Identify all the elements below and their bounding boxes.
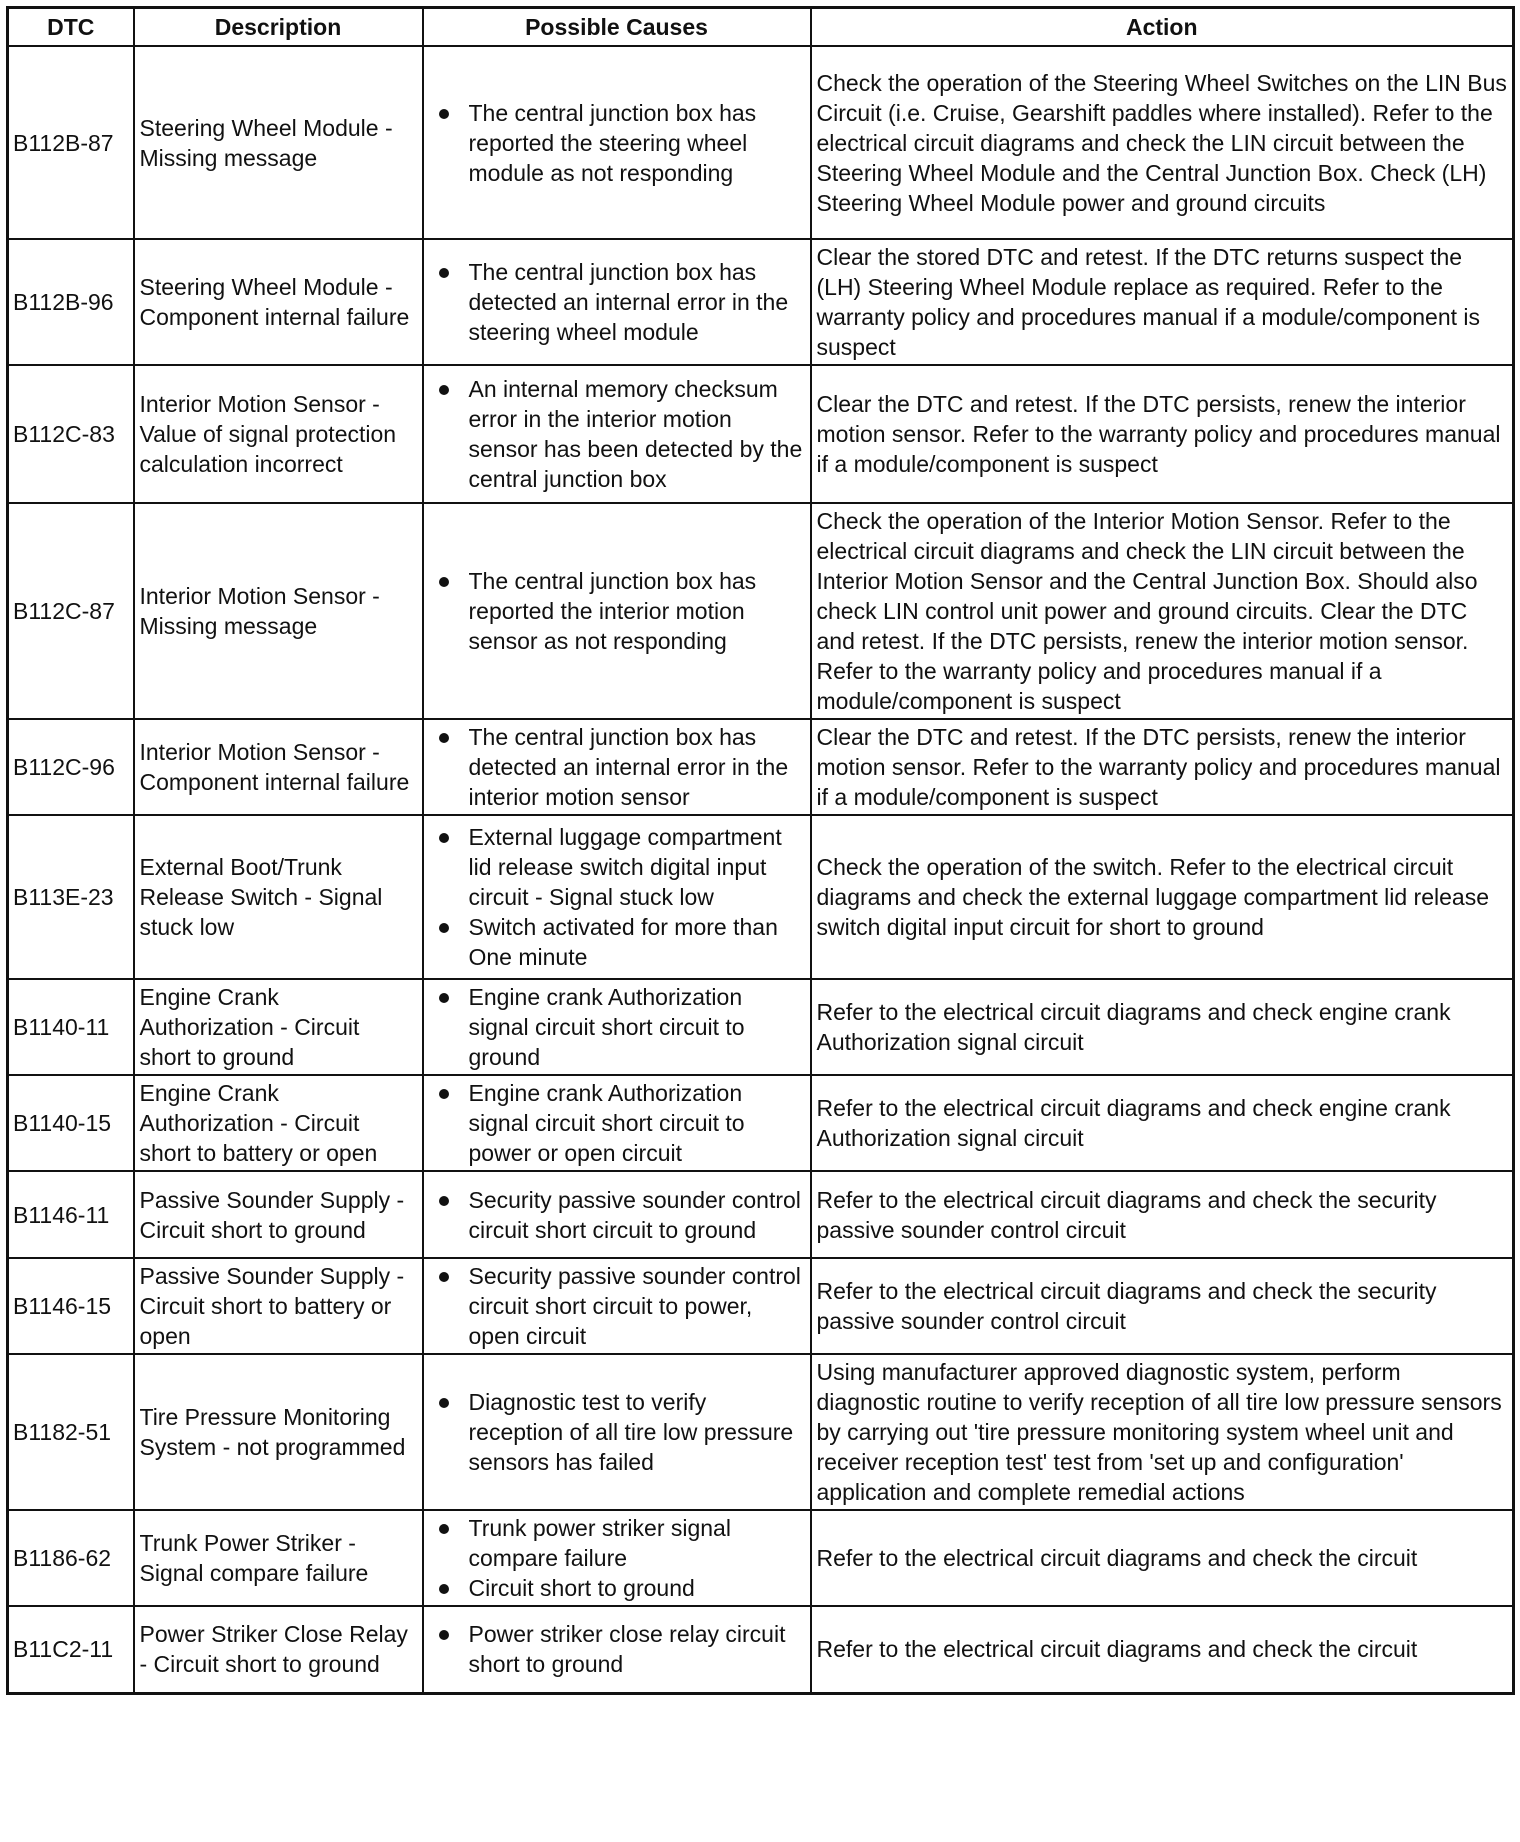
dtc-action: Refer to the electrical circuit diagrams and check the security passive sounder control circuit [811,1171,1514,1258]
dtc-code: B113E-23 [8,815,134,979]
possible-causes-cell [423,979,811,1075]
possible-causes-cell [423,719,811,815]
header-description: Description [134,8,423,47]
possible-causes-list [429,982,805,1072]
table-body [8,46,1514,1693]
table-row [8,1510,1514,1606]
cause-list-item: Trunk power striker signal compare failure [429,1513,805,1573]
dtc-code: B112B-87 [8,46,134,239]
possible-causes-cell [423,1171,811,1258]
dtc-description: Steering Wheel Module - Missing message [134,46,423,239]
dtc-action: Check the operation of the Steering Wheel Switches on the LIN Bus Circuit (i.e. Cruise, Gearshift paddles where installed). Refer to the electrical circuit diagrams and check the LIN circuit between the Steering Wheel Module and the Central Junction Box. Check (LH) Steering Wheel Module power and ground circuits [811,46,1514,239]
header-action: Action [811,8,1514,47]
cause-list-item: Security passive sounder control circuit short circuit to ground [429,1185,805,1245]
cause-list-item: External luggage compartment lid release switch digital input circuit - Signal stuck low [429,822,805,912]
cause-list-item: Circuit short to ground [429,1573,805,1603]
table-row [8,1258,1514,1354]
dtc-description: Tire Pressure Monitoring System - not programmed [134,1354,423,1510]
possible-causes-cell [423,1258,811,1354]
dtc-description: Engine Crank Authorization - Circuit short to ground [134,979,423,1075]
possible-causes-list [429,98,805,188]
dtc-description: External Boot/Trunk Release Switch - Signal stuck low [134,815,423,979]
possible-causes-cell [423,46,811,239]
possible-causes-list [429,1261,805,1351]
dtc-code: B112C-83 [8,365,134,503]
dtc-code: B1140-15 [8,1075,134,1171]
dtc-action: Refer to the electrical circuit diagrams and check the security passive sounder control circuit [811,1258,1514,1354]
table-row [8,365,1514,503]
cause-list-item: Switch activated for more than One minute [429,912,805,972]
dtc-description: Steering Wheel Module - Component internal failure [134,239,423,365]
header-possible-causes: Possible Causes [423,8,811,47]
table-row [8,1606,1514,1693]
dtc-action: Refer to the electrical circuit diagrams and check the circuit [811,1510,1514,1606]
table-row [8,239,1514,365]
dtc-action: Refer to the electrical circuit diagrams and check engine crank Authorization signal circuit [811,979,1514,1075]
table-row [8,815,1514,979]
header-row [8,8,1514,47]
table-row [8,1171,1514,1258]
cause-list-item: Security passive sounder control circuit short circuit to power, open circuit [429,1261,805,1351]
table-row [8,979,1514,1075]
possible-causes-list [429,374,805,494]
dtc-code: B112C-87 [8,503,134,719]
possible-causes-list [429,1387,805,1477]
possible-causes-list [429,257,805,347]
table-row [8,503,1514,719]
header-dtc: DTC [8,8,134,47]
possible-causes-cell [423,1075,811,1171]
dtc-code: B1140-11 [8,979,134,1075]
possible-causes-list [429,1078,805,1168]
table-row [8,1354,1514,1510]
possible-causes-cell [423,1510,811,1606]
dtc-table [6,6,1515,1695]
table-row [8,1075,1514,1171]
possible-causes-cell [423,239,811,365]
dtc-action: Refer to the electrical circuit diagrams and check the circuit [811,1606,1514,1693]
cause-list-item: An internal memory checksum error in the interior motion sensor has been detected by the central junction box [429,374,805,494]
dtc-action: Refer to the electrical circuit diagrams and check engine crank Authorization signal circuit [811,1075,1514,1171]
possible-causes-list [429,566,805,656]
possible-causes-cell [423,815,811,979]
table-row [8,719,1514,815]
dtc-action: Check the operation of the Interior Motion Sensor. Refer to the electrical circuit diagrams and check the LIN circuit between the Interior Motion Sensor and the Central Junction Box. Should also check LIN control unit power and ground circuits. Clear the DTC and retest. If the DTC persists, renew the interior motion sensor. Refer to the warranty policy and procedures manual if a module/component is suspect [811,503,1514,719]
dtc-description: Passive Sounder Supply - Circuit short to ground [134,1171,423,1258]
cause-list-item: Engine crank Authorization signal circuit short circuit to ground [429,982,805,1072]
dtc-description: Engine Crank Authorization - Circuit short to battery or open [134,1075,423,1171]
dtc-action: Clear the DTC and retest. If the DTC persists, renew the interior motion sensor. Refer to the warranty policy and procedures manual if a module/component is suspect [811,719,1514,815]
possible-causes-list [429,822,805,972]
dtc-description: Power Striker Close Relay - Circuit short to ground [134,1606,423,1693]
dtc-description: Interior Motion Sensor - Component internal failure [134,719,423,815]
cause-list-item: The central junction box has reported the interior motion sensor as not responding [429,566,805,656]
dtc-code: B1182-51 [8,1354,134,1510]
dtc-description: Interior Motion Sensor - Value of signal protection calculation incorrect [134,365,423,503]
possible-causes-list [429,1619,805,1679]
cause-list-item: Engine crank Authorization signal circuit short circuit to power or open circuit [429,1078,805,1168]
possible-causes-list [429,1513,805,1603]
cause-list-item: The central junction box has reported the steering wheel module as not responding [429,98,805,188]
dtc-action: Using manufacturer approved diagnostic system, perform diagnostic routine to verify reception of all tire low pressure sensors by carrying out 'tire pressure monitoring system wheel unit and receiver reception test' test from 'set up and configuration' application and complete remedial actions [811,1354,1514,1510]
dtc-code: B112C-96 [8,719,134,815]
dtc-code: B11C2-11 [8,1606,134,1693]
dtc-action: Clear the stored DTC and retest. If the DTC returns suspect the (LH) Steering Wheel Module replace as required. Refer to the warranty policy and procedures manual if a module/component is suspect [811,239,1514,365]
dtc-action: Clear the DTC and retest. If the DTC persists, renew the interior motion sensor. Refer to the warranty policy and procedures manual if a module/component is suspect [811,365,1514,503]
dtc-code: B1146-15 [8,1258,134,1354]
cause-list-item: Diagnostic test to verify reception of all tire low pressure sensors has failed [429,1387,805,1477]
cause-list-item: Power striker close relay circuit short to ground [429,1619,805,1679]
cause-list-item: The central junction box has detected an internal error in the steering wheel module [429,257,805,347]
possible-causes-cell [423,1606,811,1693]
dtc-action: Check the operation of the switch. Refer to the electrical circuit diagrams and check the external luggage compartment lid release switch digital input circuit for short to ground [811,815,1514,979]
possible-causes-list [429,722,805,812]
cause-list-item: The central junction box has detected an internal error in the interior motion sensor [429,722,805,812]
dtc-code: B112B-96 [8,239,134,365]
dtc-code: B1146-11 [8,1171,134,1258]
table-row [8,46,1514,239]
dtc-code: B1186-62 [8,1510,134,1606]
possible-causes-cell [423,365,811,503]
possible-causes-cell [423,503,811,719]
possible-causes-cell [423,1354,811,1510]
dtc-description: Passive Sounder Supply - Circuit short to battery or open [134,1258,423,1354]
dtc-description: Trunk Power Striker -Signal compare failure [134,1510,423,1606]
dtc-description: Interior Motion Sensor - Missing message [134,503,423,719]
possible-causes-list [429,1185,805,1245]
